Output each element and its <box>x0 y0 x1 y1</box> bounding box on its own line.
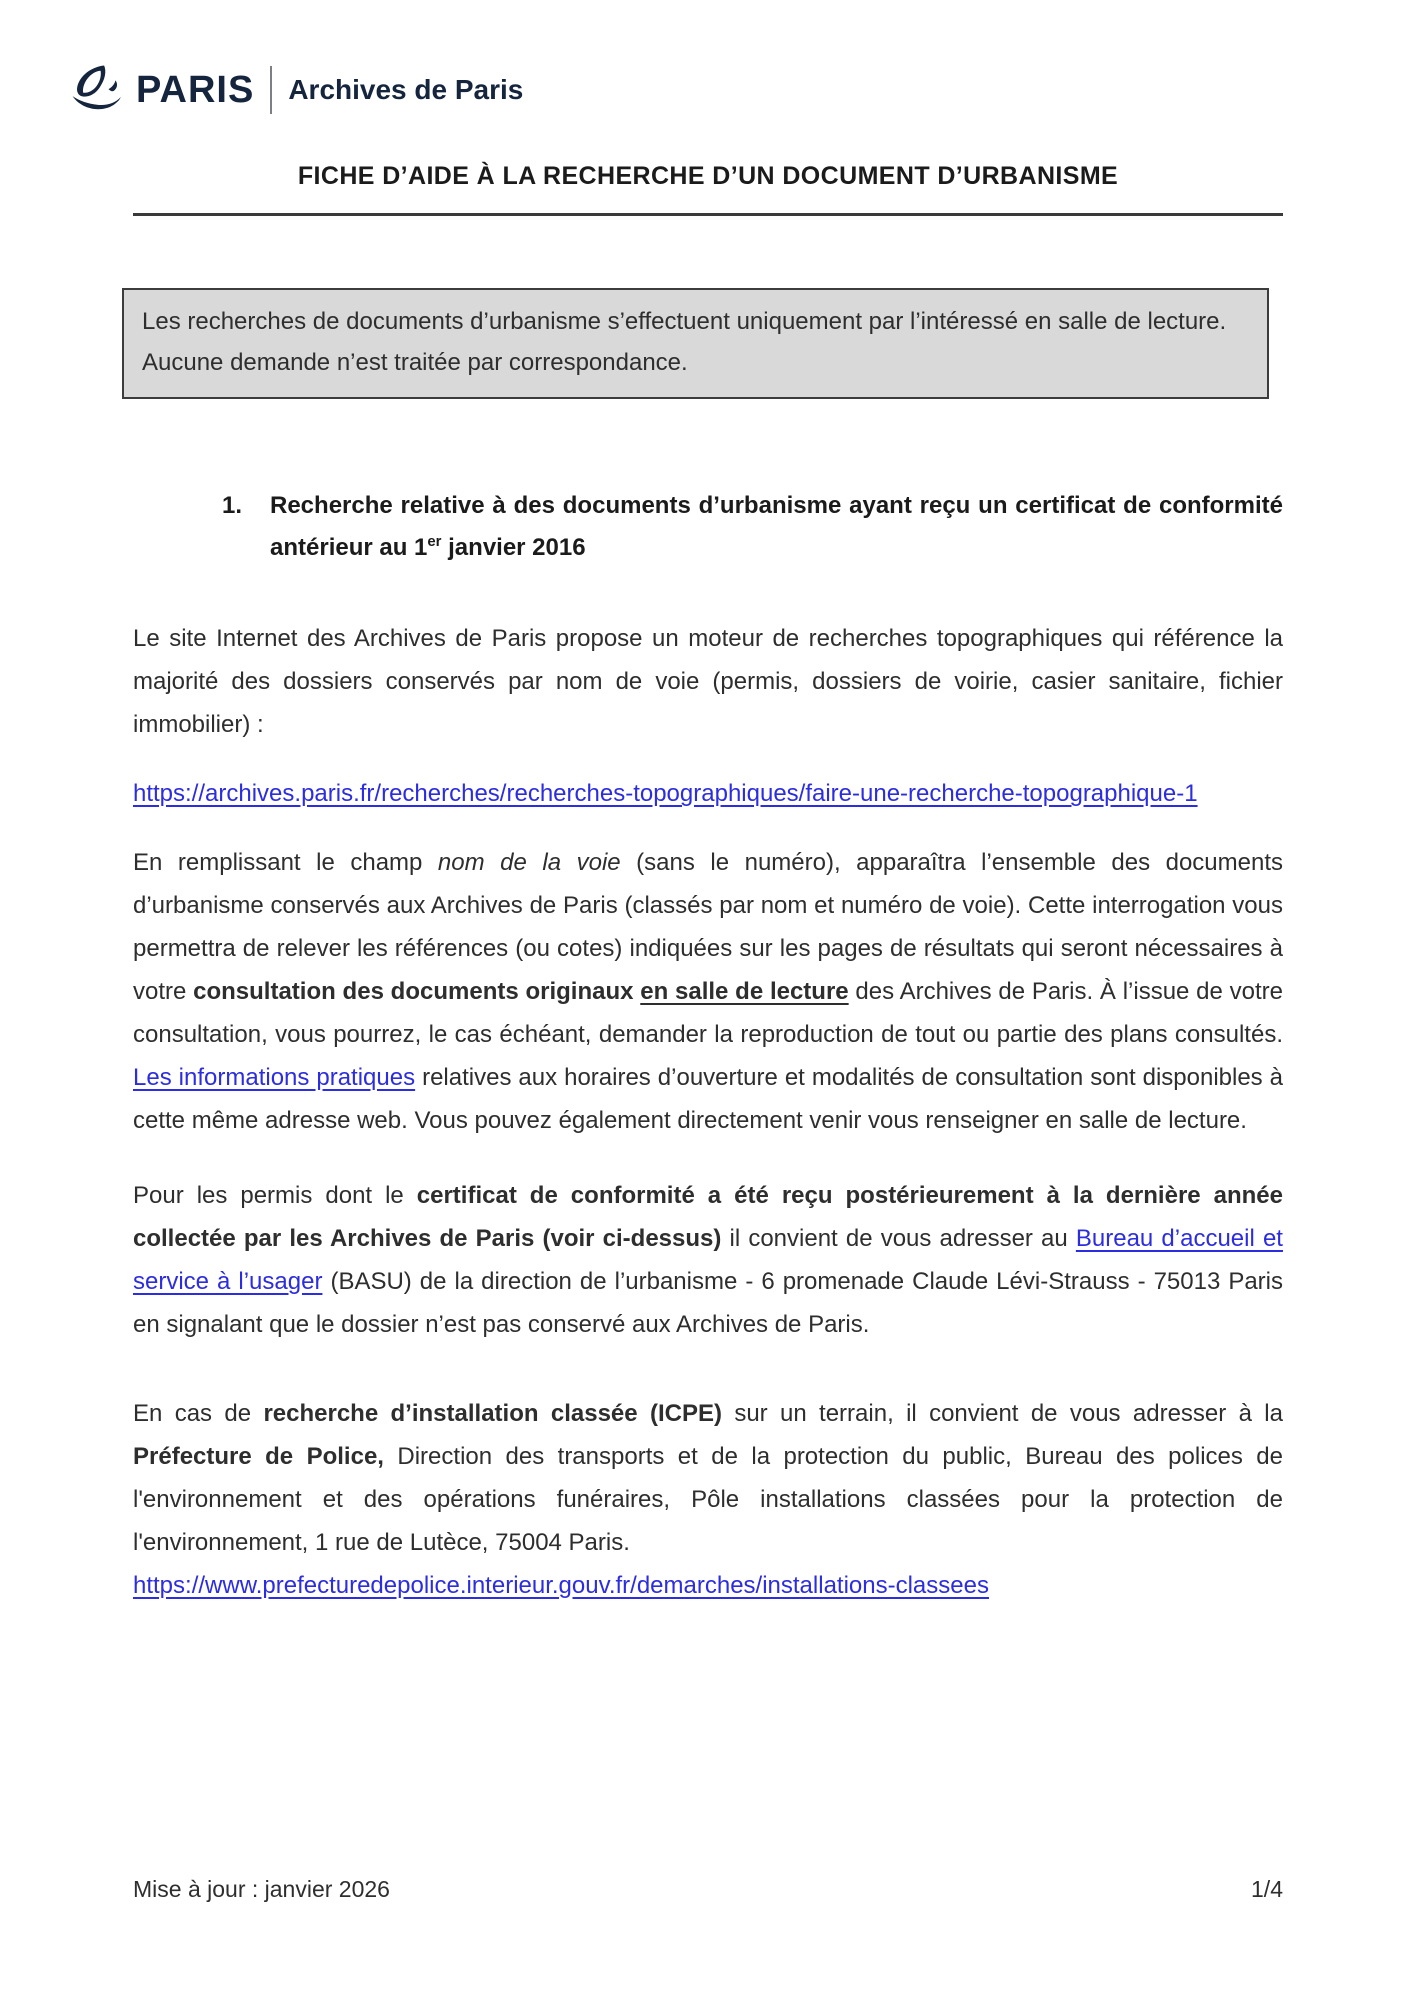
footer-updated: Mise à jour : janvier 2026 <box>133 1876 390 1902</box>
text-segment: Direction des transports et de la protection du public, Bureau des polices de l'environnement et des opérations funéraires, Pôle installations classées pour la protection de l'environnement, 1 rue de Lutèce, 75004 Paris. <box>133 1442 1284 1556</box>
paris-wordmark: PARIS <box>136 69 255 111</box>
text-segment: il convient de vous adresser au <box>721 1224 1076 1252</box>
paragraph-icpe <box>133 1393 1283 1608</box>
paragraph-topographic-link <box>133 773 1283 816</box>
title-underline <box>133 213 1283 216</box>
text-segment: Le site Internet des Archives de Paris propose un moteur de recherches topographiques qui référence la majorité des dossiers conservés par nom de voie (permis, dossiers de voirie, casier sanitaire, fichier immobilier) : <box>133 625 1283 739</box>
page-title: FICHE D’AIDE À LA RECHERCHE D’UN DOCUMENT D’URBANISME <box>297 162 1119 190</box>
section-1-heading <box>133 485 1283 571</box>
basu-link[interactable]: Bureau d’accueil et service à l’usager <box>133 1224 1283 1295</box>
paragraph-permits-basu <box>133 1175 1283 1347</box>
text-segment: Pour les permis dont le <box>133 1181 417 1209</box>
text-segment: relatives aux horaires d’ouverture et modalités de consultation sont disponibles à cette même adresse web. Vous pouvez également directement venir vous renseigner en salle de lecture. <box>133 1064 1283 1134</box>
archives-wordmark: Archives de Paris <box>288 74 524 105</box>
text-segment: (sans le numéro), apparaîtra l’ensemble des documents d’urbanisme conservés aux Archives de Paris (classés par nom et numéro de voie). Cette interrogation vous permettra de relever les références (ou cotes) indiquées sur les pages de résultats qui seront nécessaires à votre <box>133 849 1283 1006</box>
section-number: 1. <box>222 491 243 519</box>
paragraph-search-instructions <box>133 842 1283 1143</box>
prefecture-icpe-link[interactable]: https://www.prefecturedepolice.interieur.gouv.fr/demarches/installations-classees <box>133 1571 989 1599</box>
text-segment: Préfecture de Police, <box>133 1442 384 1470</box>
text-segment: certificat de conformité a été reçu postérieurement à la dernière année collectée par les Archives de Paris (voir ci-dessus) <box>133 1181 1283 1252</box>
document-body <box>133 0 1283 1608</box>
paris-boat-icon <box>70 64 126 116</box>
text-segment: Recherche relative à des documents d’urbanisme ayant reçu un certificat de conformité antérieur au 1 <box>270 491 1283 562</box>
text-segment: en salle de lecture <box>640 978 849 1006</box>
text-segment: recherche d’installation classée (ICPE) <box>263 1399 722 1427</box>
topographic-search-link[interactable]: https://archives.paris.fr/recherches/recherches-topographiques/faire-une-recherche-topographique-1 <box>133 780 1198 808</box>
text-segment: (BASU) de la direction de l’urbanisme - 6 promenade Claude Lévi-Strauss - 75013 Paris en signalant que le dossier n’est pas conservé aux Archives de Paris. <box>133 1267 1283 1338</box>
text-segment: consultation des documents originaux <box>193 978 641 1006</box>
text-segment: En cas de <box>133 1399 264 1427</box>
section-heading-text <box>270 485 1283 571</box>
paragraph-intro <box>133 618 1283 747</box>
notice-box: Les recherches de documents d’urbanisme s’effectuent uniquement par l’intéressé en salle de lecture. Aucune demande n’est traitée par correspondance. <box>122 288 1269 399</box>
practical-info-link[interactable]: Les informations pratiques <box>133 1064 416 1092</box>
page-footer <box>133 1876 1283 1903</box>
text-segment: nom de la voie <box>437 849 621 877</box>
text-segment: des Archives de Paris. À l’issue de votre consultation, vous pourrez, le cas échéant, demander la reproduction de tout ou partie des plans consultés. <box>133 978 1283 1049</box>
footer-page-number: 1/4 <box>1251 1876 1283 1902</box>
text-segment: er <box>427 534 442 551</box>
text-segment: sur un terrain, il convient de vous adresser à la <box>721 1399 1283 1427</box>
text-segment: janvier 2016 <box>441 534 586 562</box>
text-segment: En remplissant le champ <box>133 849 438 877</box>
